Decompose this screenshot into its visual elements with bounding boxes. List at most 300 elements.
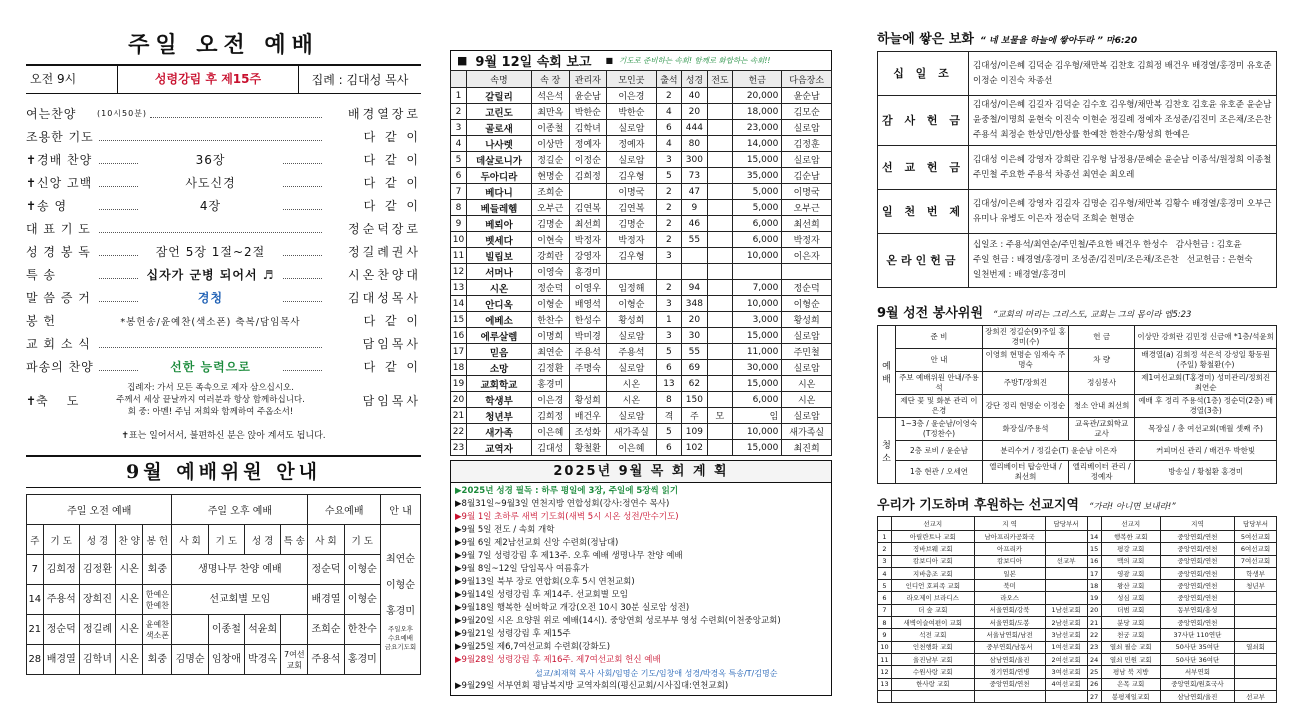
cell-value: 5 <box>451 152 467 168</box>
order-leader: 담임목사 <box>362 337 421 351</box>
duty-cell: 김희정 <box>43 555 79 585</box>
cell-value: 청년부 <box>467 408 532 424</box>
cell-value: 3 <box>656 296 681 312</box>
cell-row <box>451 120 832 136</box>
offering-row <box>878 190 1277 234</box>
service-cell: 준 비 <box>896 326 983 349</box>
cell-row <box>451 312 832 328</box>
plan-item: ▶9월18일 행복한 실버학교 개강(오전 10시 30분 실로암 성전) <box>455 603 690 613</box>
mission-num-header <box>1087 517 1101 531</box>
cell-value <box>682 264 707 280</box>
cell-value: 믿음 <box>467 344 532 360</box>
mission-cell: 5여선교회 <box>1235 531 1277 543</box>
cell-value: 새가족 <box>467 424 532 440</box>
cell-value: 이형순 <box>607 296 657 312</box>
mission-title: 우리가 기도하며 후원하는 선교지역 <box>877 498 1079 513</box>
cell-value: 300 <box>682 152 707 168</box>
mission-cell: 울진남부 교회 <box>892 653 975 665</box>
mission-cell <box>1045 531 1087 543</box>
order-label: 교 회 소 식 <box>26 337 91 351</box>
mission-cell: 인디언 호피족 교회 <box>892 580 975 592</box>
mission-cell <box>1045 567 1087 579</box>
plan-box <box>450 460 832 696</box>
cell-value: 8 <box>451 200 467 216</box>
service-cell: 장희진 정길순(9)주일 홍경미(수) <box>982 326 1068 349</box>
cell-value <box>707 344 732 360</box>
offering-names: 김대성/이은혜 김덕순 김우형/채만복 김찬호 김희정 배건우 배경열/홍경미 유호준 이정순 이진숙 차종선 <box>969 52 1277 96</box>
cell-value: 임 <box>733 408 782 424</box>
cell-value: 2 <box>656 184 681 200</box>
cell-row <box>451 360 832 376</box>
cell-row <box>451 248 832 264</box>
square-icon: ■ <box>605 56 614 65</box>
duty-column-header: 사 회 <box>308 525 344 555</box>
plan-item: ▶9월29일 서부연회 평남북지방 교역자회의(평신교회/시사집대:연천교회) <box>455 681 729 691</box>
mission-cell: 분당 교회 <box>1101 617 1160 629</box>
mission-cell <box>1235 666 1277 678</box>
service-cell: 분리수거 / 정길순(T) 윤순남 이은자 <box>982 441 1134 461</box>
mission-cell <box>1235 678 1277 690</box>
order-row <box>26 148 421 171</box>
cell-value <box>707 184 732 200</box>
cell-row <box>451 104 832 120</box>
mission-cell: 3여선교회 <box>1045 666 1087 678</box>
cell-value: 20 <box>682 312 707 328</box>
plan-item: ▶9월 8일~12일 담임목사 여름휴가 <box>455 564 589 574</box>
cell-value: 14 <box>451 296 467 312</box>
mission-cell: 열쇠 민원 교회 <box>1101 653 1160 665</box>
cell-value: 김우형 <box>607 168 657 184</box>
mission-cell: 18 <box>1087 580 1101 592</box>
mission-cell: 22 <box>1087 629 1101 641</box>
cell-value: 실로암 <box>607 328 657 344</box>
offering-type: 선 교 헌 금 <box>878 146 969 190</box>
order-of-worship <box>26 102 421 378</box>
cell-row <box>451 344 832 360</box>
cell-value: 46 <box>682 216 707 232</box>
cell-value: 3 <box>451 120 467 136</box>
cell-value: 348 <box>682 296 707 312</box>
plan-item: ▶9월14일 성령강림 후 제14주. 선교회별 모임 <box>455 590 628 600</box>
cell-value: 4 <box>656 104 681 120</box>
mission-row <box>878 580 1277 592</box>
mission-cell: 석전 교회 <box>892 629 975 641</box>
worship-title: 주일 오전 예배 <box>128 32 319 58</box>
cell-value: 박한순 <box>607 104 657 120</box>
mission-row <box>878 666 1277 678</box>
cell-value: 11 <box>451 248 467 264</box>
cell-value: 14,000 <box>733 136 782 152</box>
service-row <box>878 418 1277 441</box>
leader-dots <box>283 156 322 164</box>
cell-row <box>451 408 832 424</box>
cell-value: 홍경미 <box>531 376 569 392</box>
plan-item: ▶9월25일 제6,7여선교회 수련회(강화도) <box>455 642 611 652</box>
duty-cell: 정길례 <box>79 615 115 645</box>
service-cell: 예배 후 정리 주용석(1층) 정순덕(2층) 배경열(3층) <box>1135 395 1277 418</box>
service-time: 오전 9시 <box>26 66 118 93</box>
cell-value: 80 <box>682 136 707 152</box>
duty-group-header: 안 내 <box>381 495 421 525</box>
mission-row <box>878 531 1277 543</box>
cell-column-header: 모인곳 <box>607 71 657 88</box>
service-row <box>878 395 1277 418</box>
mission-cell: 중앙연회/연천 <box>1160 555 1234 567</box>
cell-value: 이은자 <box>782 248 832 264</box>
mission-cell: 중앙연회/연천 <box>1160 567 1234 579</box>
mission-cell: 23 <box>1087 641 1101 653</box>
cell-value: 11,000 <box>733 344 782 360</box>
plan-item: 설교/최재혁 목사 사회/임명순 기도/임창애 성경/박경옥 특송/T/김명순 <box>535 669 778 678</box>
cell-row <box>451 296 832 312</box>
mission-column-header: 담당부서 <box>1235 517 1277 531</box>
service-group: 예배 <box>878 326 896 418</box>
cell-value: 임정해 <box>607 280 657 296</box>
mission-cell <box>1235 629 1277 641</box>
offering-row <box>878 52 1277 96</box>
offering-row <box>878 146 1277 190</box>
plan-list <box>451 483 831 695</box>
duty-cell <box>281 615 308 645</box>
leader-dots <box>99 156 138 164</box>
cell-value: 6,000 <box>733 216 782 232</box>
service-cell: 방송실 / 황철환 홍경미 <box>1135 461 1277 484</box>
treasure-title: 하늘에 쌓은 보화 <box>877 32 974 47</box>
duty-group-header: 주일 오전 예배 <box>27 495 172 525</box>
mission-cell: 남아프리카공화국 <box>974 531 1045 543</box>
mission-row <box>878 690 1277 702</box>
cell-value: 94 <box>682 280 707 296</box>
cell-column-header: 출석 <box>656 71 681 88</box>
cell-value: 2 <box>451 104 467 120</box>
cell-value: 시온 <box>782 376 832 392</box>
order-row <box>26 194 421 217</box>
cell-value: 이은혜 <box>607 440 657 456</box>
cell-value: 30 <box>682 328 707 344</box>
cell-value: 베뢰아 <box>467 216 532 232</box>
mission-cell: 50사단 36여단 <box>1160 653 1234 665</box>
order-label: 대 표 기 도 <box>26 222 91 236</box>
mission-column-header: 지역 <box>1160 517 1234 531</box>
cell-value: 1 <box>451 88 467 104</box>
mission-cell: 열쇠회 <box>1235 641 1277 653</box>
cell-value: 102 <box>682 440 707 456</box>
cell-value: 박미경 <box>569 328 607 344</box>
cell-row <box>451 232 832 248</box>
worship-column <box>26 0 421 711</box>
service-cell: 배경열(a) 김희정 석은석 강성일 황동원(주일) 황철환(수) <box>1135 349 1277 372</box>
service-cell: 헌 금 <box>1068 326 1134 349</box>
mission-cell: 3 <box>878 555 892 567</box>
cell-value: 박정자 <box>607 232 657 248</box>
order-label: 조용한 기도 <box>26 130 94 144</box>
order-content: 십자가 군병 되어서 ♬ <box>146 268 275 282</box>
order-label: 봉 헌 <box>26 314 56 328</box>
mission-cell: 북미 <box>974 580 1045 592</box>
cell-value: 이은혜 <box>531 424 569 440</box>
cell-value: 오부근 <box>782 200 832 216</box>
cell-num-header <box>451 71 467 88</box>
cell-value: 15,000 <box>733 152 782 168</box>
offering-type: 일 천 번 제 <box>878 190 969 234</box>
duty-cell: 이형순 <box>344 555 380 585</box>
mission-cell: 징바브웨 교회 <box>892 543 975 555</box>
divider <box>26 487 421 488</box>
order-content: 경청 <box>197 291 224 305</box>
leader-dots <box>150 110 322 118</box>
duty-cell: 정순덕 <box>308 555 344 585</box>
mission-cell: 2남선교회 <box>1045 617 1087 629</box>
mission-cell: 선교부 <box>1235 690 1277 702</box>
divider <box>26 93 421 94</box>
leader-dots <box>283 271 322 279</box>
cell-value: 베들레헴 <box>467 200 532 216</box>
order-label: 파송의 찬양 <box>26 360 94 374</box>
cell-value: 홍경미 <box>569 264 607 280</box>
mission-cell: 왕산 교회 <box>1101 580 1160 592</box>
order-row <box>26 217 421 240</box>
cell-value: 황철환 <box>569 440 607 456</box>
order-row <box>26 309 421 332</box>
cell-value: 18,000 <box>733 104 782 120</box>
cell-value: 3 <box>656 152 681 168</box>
cell-value: 40 <box>682 88 707 104</box>
cell-report-table <box>450 70 832 456</box>
cell-value: 김정환 <box>531 360 569 376</box>
cell-value: 10,000 <box>733 248 782 264</box>
duty-cell: 김정환 <box>79 555 115 585</box>
cell-value: 이정순 <box>569 152 607 168</box>
service-cell: 교육관/교회학교 교사 <box>1068 418 1134 441</box>
cell-value: 김대성 <box>531 440 569 456</box>
mission-cell: 더 숲 교회 <box>892 604 975 616</box>
cell-value: 석은석 <box>531 88 569 104</box>
mission-cell: 서부연회 <box>1160 666 1234 678</box>
cell-value: 444 <box>682 120 707 136</box>
leader-dots <box>99 133 322 141</box>
duty-cell: 시온 <box>116 615 143 645</box>
cell-group-column <box>450 0 832 711</box>
cell-row <box>451 392 832 408</box>
cell-value: 이은경 <box>607 88 657 104</box>
duty-cell: 이종철 <box>208 615 244 645</box>
mission-cell: 7 <box>878 604 892 616</box>
cell-value: 13 <box>656 376 681 392</box>
cell-value: 김연복 <box>569 200 607 216</box>
duty-group-header: 수요예배 <box>308 495 381 525</box>
cell-value: 이영우 <box>569 280 607 296</box>
cell-column-header: 속 장 <box>531 71 569 88</box>
mission-num-header <box>878 517 892 531</box>
mission-cell: 27 <box>1087 690 1101 702</box>
mission-row <box>878 641 1277 653</box>
mission-cell: 1남선교회 <box>1045 604 1087 616</box>
cell-column-header: 전도 <box>707 71 732 88</box>
treasure-header <box>877 28 1277 47</box>
cell-value: 21 <box>451 408 467 424</box>
duty-title: 9월 예배위원 안내 <box>126 461 321 483</box>
service-week: 성령강림 후 제15주 <box>118 66 299 93</box>
cell-report-note: 기도로 준비하는 속회! 함께로 화합하는 속회!! <box>619 56 771 65</box>
mission-cell: 8 <box>878 617 892 629</box>
cell-value: 황성희 <box>569 392 607 408</box>
cell-row <box>451 424 832 440</box>
cell-value <box>707 296 732 312</box>
service-cell: 목장실 / 총 여선교회(매월 셋째 주) <box>1135 418 1277 441</box>
service-cell: 제1여선교회(T홍경미) 성미관리/정희진 최연순 <box>1135 372 1277 395</box>
mission-cell: 청년부 <box>1235 580 1277 592</box>
cell-value: 한성수 <box>569 312 607 328</box>
mission-row <box>878 567 1277 579</box>
order-leader: 다 같 이 <box>363 130 421 144</box>
cell-value: 박정자 <box>782 232 832 248</box>
mission-cell: 한사랑 교회 <box>892 678 975 690</box>
cell-value: 이형순 <box>782 296 832 312</box>
mission-cell <box>892 690 975 702</box>
duty-row <box>27 615 421 645</box>
order-leader: 정길례권사 <box>348 245 421 259</box>
cell-value: 에베소 <box>467 312 532 328</box>
mission-cell: 13 <box>878 678 892 690</box>
order-content: 36장 <box>195 153 226 167</box>
service-table <box>877 325 1277 484</box>
cell-value: 시온 <box>782 392 832 408</box>
duty-cell: 주용석 <box>43 585 79 615</box>
offering-names: 김대성/이은혜 강영자 김길자 김명순 김우형/채만복 김황수 배경열/홍경미 오부근 유미나 유병도 이은자 정순덕 조희순 현명순 <box>969 190 1277 234</box>
cell-value: 교회학교 <box>467 376 532 392</box>
cell-value <box>707 264 732 280</box>
cell-value: 주용석 <box>569 344 607 360</box>
offering-names: 십일조 : 주용석/최연순/주민철/주요한 배건우 한성수 감사헌금 : 김호윤 주일 헌금 : 배경열/홍경미 조성준/김진미/조은채/조은찬 선교헌금 : 은현숙 일천번제 : 배경열/홍경미 <box>969 234 1277 288</box>
order-leader: 다 같 이 <box>363 176 421 190</box>
offerings-column <box>877 0 1277 711</box>
duty-column-header: 특 송 <box>281 525 308 555</box>
mission-cell: 10 <box>878 641 892 653</box>
order-leader: 배경열장로 <box>348 107 421 121</box>
service-header <box>877 302 1277 321</box>
mission-cell: 중앙연회/연천 <box>1160 543 1234 555</box>
service-cell: 2층 로비 / 윤순남 <box>896 441 983 461</box>
cell-value: 6,000 <box>733 392 782 408</box>
cell-value: 73 <box>682 168 707 184</box>
cell-value <box>707 328 732 344</box>
cell-value: 10,000 <box>733 296 782 312</box>
cell-value: 8 <box>656 392 681 408</box>
cell-value: 실로암 <box>782 152 832 168</box>
mission-cell: 성심 교회 <box>1101 592 1160 604</box>
duty-cell: 회중 <box>143 645 172 675</box>
mission-row <box>878 653 1277 665</box>
plan-item: ▶9월20일 시온 요양원 위로 예배(14시). 중앙연회 성로부부 영성 수련회(이천중앙교회) <box>455 616 781 626</box>
cell-value <box>707 104 732 120</box>
duty-cell: 28 <box>27 645 44 675</box>
plan-item: ▶9월 5일 전도 / 속회 개학 <box>455 525 555 535</box>
duty-cell: 21 <box>27 615 44 645</box>
cell-value: 4 <box>451 136 467 152</box>
plan-item: ▶9월 7일 성령강림 후 제13주. 오후 예배 생명나무 찬양 예배 <box>455 551 683 561</box>
cell-value: 시온 <box>607 376 657 392</box>
mission-cell <box>1235 653 1277 665</box>
cell-column-header: 헌금 <box>733 71 782 88</box>
cell-value <box>707 248 732 264</box>
cell-value: 안디옥 <box>467 296 532 312</box>
cell-value: 서머나 <box>467 264 532 280</box>
duty-row <box>27 585 421 615</box>
cell-value: 윤순남 <box>782 88 832 104</box>
cell-value: 이현숙 <box>531 232 569 248</box>
service-cell: 엘리베이터 관리 / 정예자 <box>1068 461 1134 484</box>
cell-value: 김명순 <box>531 216 569 232</box>
cell-value: 김순남 <box>782 168 832 184</box>
cell-value <box>707 440 732 456</box>
mission-cell: 일본 <box>974 567 1045 579</box>
offering-names: 김대성/이은혜 김길자 김덕순 김수호 김우형/채만복 김찬호 김호윤 유호준 윤순남 윤중철/이명희 윤현숙 이진숙 이현순 정길례 정예자 조성준/김진미 조은채/조은찬 주용석 최정순 한상민/한상률 한예찬 한찬수/황성희 한예은 <box>969 96 1277 146</box>
cell-value: 박한순 <box>569 104 607 120</box>
cell-value: 격 <box>656 408 681 424</box>
order-label: 여는찬양 <box>26 107 77 121</box>
mission-cell: 행복한 교회 <box>1101 531 1160 543</box>
cell-value <box>707 168 732 184</box>
order-row <box>26 125 421 148</box>
cell-value: 박정자 <box>569 232 607 248</box>
service-cell: 화장실/주용석 <box>982 418 1068 441</box>
service-cell: 엘리베이터 탑승안내 / 최선희 <box>982 461 1068 484</box>
cell-value: 20 <box>451 392 467 408</box>
plan-item: ▶2025년 성경 필독 : 하루 평일에 3장, 주일에 5장씩 읽기 <box>455 486 679 496</box>
cell-value: 7 <box>451 184 467 200</box>
order-leader: 정순덕장로 <box>348 222 421 236</box>
duty-cell: 시온 <box>116 645 143 675</box>
cell-value <box>707 120 732 136</box>
cell-value: 55 <box>682 344 707 360</box>
cell-report-header <box>450 50 832 70</box>
cell-value: 이상만 <box>531 136 569 152</box>
mission-cell: 5 <box>878 580 892 592</box>
blessing-line: 주께서 세상 끝날까지 여러분과 항상 함께하십니다. <box>116 395 305 405</box>
blessing-text <box>96 382 325 418</box>
mission-cell: 서울남연회/남전 <box>974 629 1045 641</box>
cell-value: 주 <box>682 408 707 424</box>
cell-value: 10 <box>451 232 467 248</box>
mission-cell: 라오스 <box>974 592 1045 604</box>
cell-value: 20 <box>682 104 707 120</box>
cell-value: 교역자 <box>467 440 532 456</box>
cell-value: 김연복 <box>607 200 657 216</box>
mission-cell: 평남 북 지방 <box>1101 666 1160 678</box>
guide-name: 최연순 <box>386 554 415 565</box>
mission-cell: 2 <box>878 543 892 555</box>
cell-row <box>451 168 832 184</box>
plan-item: ▶9월 6일 제2남선교회 신앙 수련회(정남대) <box>455 538 619 548</box>
duty-column-header: 성 경 <box>79 525 115 555</box>
mission-cell <box>878 690 892 702</box>
mission-cell: 인천행화 교회 <box>892 641 975 653</box>
service-verse: “교회의 머리는 그리스도, 교회는 그의 몸이라 엡5:23 <box>993 310 1192 320</box>
cell-value: 정순덕 <box>782 280 832 296</box>
plan-item: ▶9월 1일 초하루 새벽 기도회(새벽 5시 시온 성전/만수기도) <box>455 512 679 522</box>
cell-value: 69 <box>682 360 707 376</box>
leader-dots <box>283 248 322 256</box>
duty-cell: 14 <box>27 585 44 615</box>
mission-cell: 천궁 교회 <box>1101 629 1160 641</box>
cell-value: 조희순 <box>531 184 569 200</box>
cell-value: 모 <box>707 408 732 424</box>
cell-column-header: 속명 <box>467 71 532 88</box>
duty-cell: 한찬수 <box>344 615 380 645</box>
service-row <box>878 441 1277 461</box>
cell-value: 정예자 <box>569 136 607 152</box>
service-group: 청소 <box>878 418 896 484</box>
